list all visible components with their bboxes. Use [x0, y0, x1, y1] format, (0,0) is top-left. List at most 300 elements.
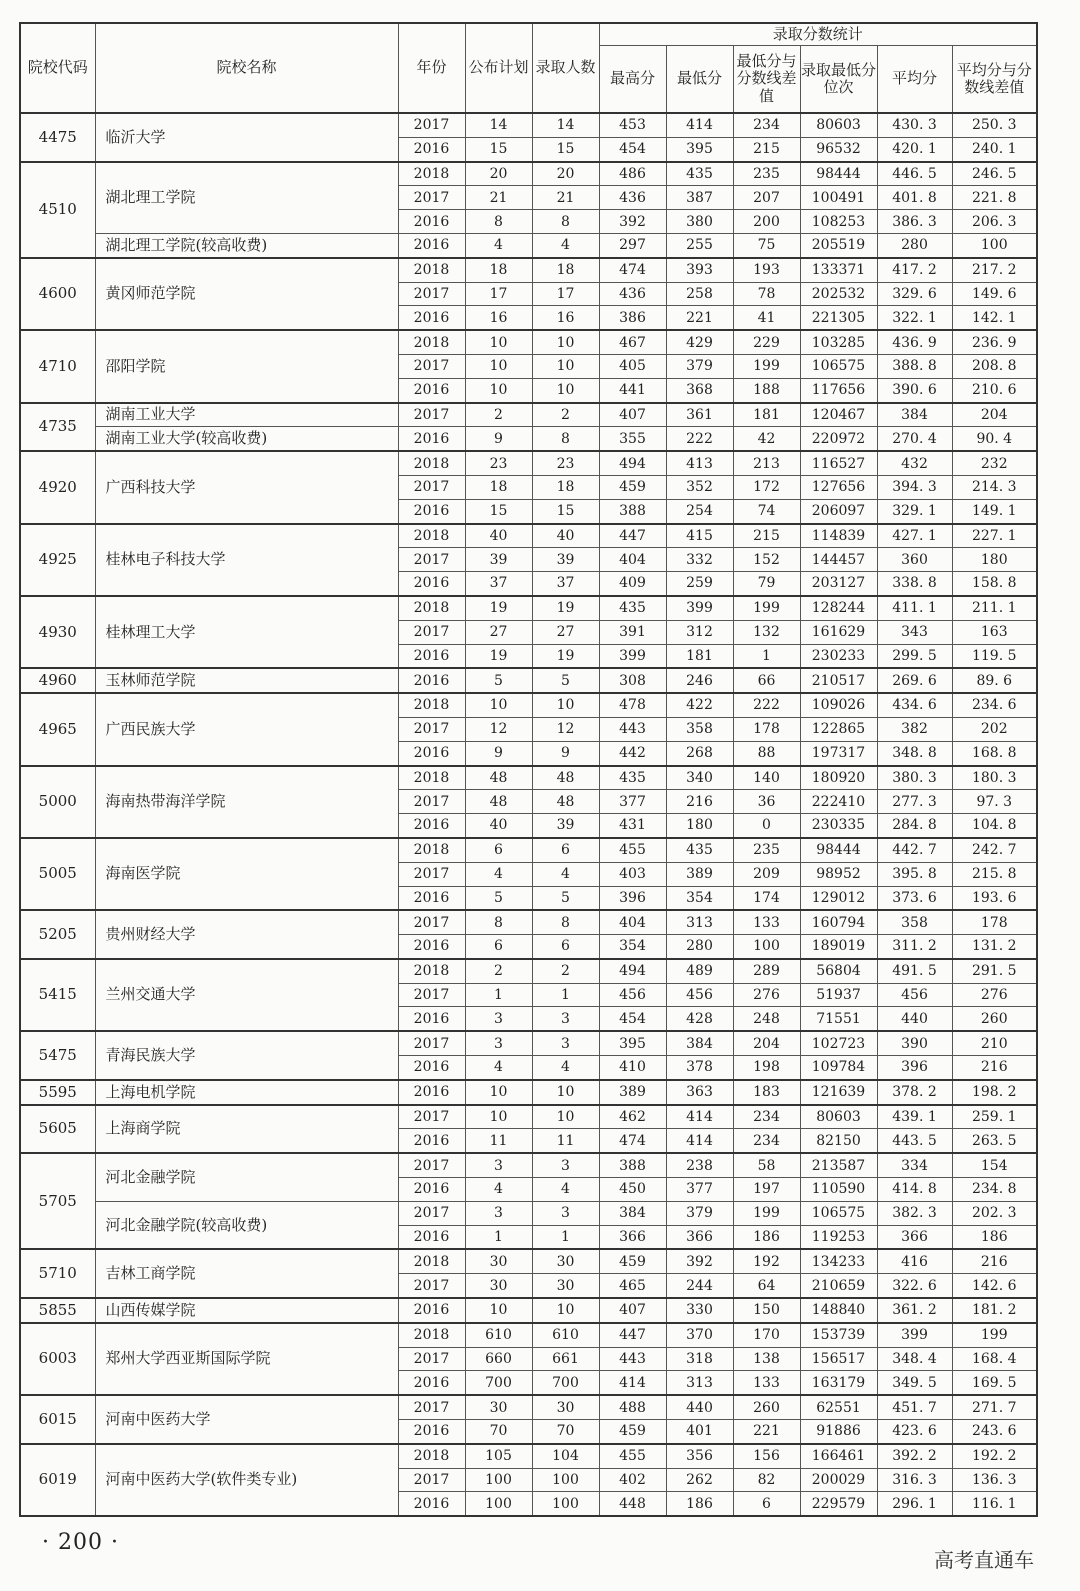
cell-admitted: 3 — [532, 1201, 599, 1225]
cell-avg: 416 — [877, 1249, 952, 1273]
cell-admitted: 27 — [532, 620, 599, 644]
cell-year: 2018 — [398, 766, 465, 790]
cell-avg: 366 — [877, 1225, 952, 1249]
table-row — [20, 1298, 1037, 1323]
cell-rank: 56804 — [800, 959, 877, 983]
cell-admitted: 10 — [532, 1105, 599, 1129]
cell-min-diff: 289 — [733, 959, 800, 983]
cell-year: 2016 — [398, 1420, 465, 1444]
cell-plan: 10 — [465, 354, 532, 378]
cell-min: 387 — [666, 186, 733, 210]
admission-score-table — [19, 22, 1038, 1517]
cell-max: 297 — [599, 233, 666, 257]
school-code: 5595 — [20, 1080, 95, 1105]
cell-avg-diff: 202 — [952, 717, 1037, 741]
table-row — [20, 1031, 1037, 1055]
cell-rank: 222410 — [800, 790, 877, 814]
cell-avg-diff: 221. 8 — [952, 186, 1037, 210]
cell-year: 2017 — [398, 862, 465, 886]
cell-admitted: 6 — [532, 935, 599, 959]
cell-year: 2017 — [398, 186, 465, 210]
cell-max: 377 — [599, 790, 666, 814]
cell-avg-diff: 240. 1 — [952, 137, 1037, 161]
cell-plan: 17 — [465, 282, 532, 306]
cell-admitted: 5 — [532, 668, 599, 693]
cell-max: 410 — [599, 1056, 666, 1080]
cell-avg: 399 — [877, 1323, 952, 1347]
cell-avg: 361. 2 — [877, 1298, 952, 1323]
cell-year: 2017 — [398, 1274, 465, 1298]
cell-rank: 82150 — [800, 1129, 877, 1153]
cell-avg: 311. 2 — [877, 935, 952, 959]
school-name: 桂林理工大学 — [95, 596, 398, 668]
cell-max: 456 — [599, 983, 666, 1007]
cell-min-diff: 152 — [733, 548, 800, 572]
cell-avg: 334 — [877, 1153, 952, 1177]
cell-min: 216 — [666, 790, 733, 814]
cell-min: 262 — [666, 1468, 733, 1492]
cell-avg: 390. 6 — [877, 378, 952, 402]
cell-avg-diff: 192. 2 — [952, 1444, 1037, 1468]
header-name: 院校名称 — [95, 23, 398, 113]
cell-avg: 270. 4 — [877, 427, 952, 451]
cell-max: 462 — [599, 1105, 666, 1129]
cell-avg-diff: 198. 2 — [952, 1080, 1037, 1105]
cell-rank: 213587 — [800, 1153, 877, 1177]
cell-min: 414 — [666, 113, 733, 137]
cell-min: 393 — [666, 258, 733, 282]
cell-rank: 180920 — [800, 766, 877, 790]
cell-rank: 51937 — [800, 983, 877, 1007]
cell-rank: 230233 — [800, 644, 877, 668]
table-row — [20, 1249, 1037, 1273]
cell-max: 386 — [599, 306, 666, 330]
cell-avg: 349. 5 — [877, 1371, 952, 1395]
cell-plan: 5 — [465, 668, 532, 693]
cell-max: 455 — [599, 1444, 666, 1468]
cell-min: 414 — [666, 1105, 733, 1129]
cell-admitted: 48 — [532, 766, 599, 790]
cell-admitted: 661 — [532, 1347, 599, 1371]
cell-admitted: 3 — [532, 1007, 599, 1031]
cell-admitted: 1 — [532, 1225, 599, 1249]
cell-min-diff: 66 — [733, 668, 800, 693]
cell-year: 2016 — [398, 644, 465, 668]
cell-plan: 40 — [465, 814, 532, 838]
table-row — [20, 330, 1037, 354]
cell-plan: 10 — [465, 1105, 532, 1129]
cell-max: 399 — [599, 644, 666, 668]
cell-year: 2016 — [398, 499, 465, 523]
cell-plan: 660 — [465, 1347, 532, 1371]
school-code: 4965 — [20, 693, 95, 765]
cell-admitted: 20 — [532, 162, 599, 186]
cell-admitted: 30 — [532, 1249, 599, 1273]
cell-min-diff: 188 — [733, 378, 800, 402]
cell-rank: 210659 — [800, 1274, 877, 1298]
cell-min-diff: 82 — [733, 1468, 800, 1492]
cell-plan: 3 — [465, 1201, 532, 1225]
cell-admitted: 10 — [532, 378, 599, 402]
cell-avg-diff: 204 — [952, 403, 1037, 427]
school-name: 河北金融学院 — [95, 1153, 398, 1201]
cell-avg: 329. 6 — [877, 282, 952, 306]
cell-rank: 163179 — [800, 1371, 877, 1395]
table-row — [20, 910, 1037, 934]
school-code: 6019 — [20, 1444, 95, 1516]
cell-avg: 373. 6 — [877, 886, 952, 910]
cell-avg-diff: 236. 9 — [952, 330, 1037, 354]
cell-year: 2016 — [398, 572, 465, 596]
cell-avg-diff: 100 — [952, 233, 1037, 257]
cell-admitted: 16 — [532, 306, 599, 330]
cell-admitted: 4 — [532, 1056, 599, 1080]
cell-max: 443 — [599, 717, 666, 741]
cell-max: 409 — [599, 572, 666, 596]
cell-avg: 491. 5 — [877, 959, 952, 983]
cell-admitted: 4 — [532, 862, 599, 886]
school-code: 4710 — [20, 330, 95, 402]
cell-max: 407 — [599, 1298, 666, 1323]
cell-avg-diff: 119. 5 — [952, 644, 1037, 668]
cell-min: 368 — [666, 378, 733, 402]
cell-avg: 382. 3 — [877, 1201, 952, 1225]
cell-plan: 6 — [465, 838, 532, 862]
cell-year: 2016 — [398, 233, 465, 257]
cell-min-diff: 132 — [733, 620, 800, 644]
cell-max: 355 — [599, 427, 666, 451]
cell-rank: 122865 — [800, 717, 877, 741]
table-row — [20, 258, 1037, 282]
cell-max: 384 — [599, 1201, 666, 1225]
cell-avg-diff: 149. 6 — [952, 282, 1037, 306]
cell-admitted: 4 — [532, 1178, 599, 1202]
cell-avg-diff: 169. 5 — [952, 1371, 1037, 1395]
school-name: 湖南工业大学 — [95, 403, 398, 427]
table-row — [20, 113, 1037, 137]
cell-max: 435 — [599, 766, 666, 790]
cell-max: 459 — [599, 1249, 666, 1273]
school-name: 河北金融学院(较高收费) — [95, 1201, 398, 1249]
cell-max: 453 — [599, 113, 666, 137]
cell-max: 436 — [599, 186, 666, 210]
header-year: 年份 — [398, 23, 465, 113]
cell-admitted: 3 — [532, 1031, 599, 1055]
cell-plan: 39 — [465, 548, 532, 572]
cell-year: 2017 — [398, 354, 465, 378]
cell-min-diff: 221 — [733, 1420, 800, 1444]
school-code: 5605 — [20, 1105, 95, 1154]
cell-admitted: 48 — [532, 790, 599, 814]
cell-min: 186 — [666, 1492, 733, 1516]
cell-rank: 117656 — [800, 378, 877, 402]
cell-min: 389 — [666, 862, 733, 886]
school-name: 广西科技大学 — [95, 451, 398, 523]
table-row — [20, 162, 1037, 186]
cell-min-diff: 229 — [733, 330, 800, 354]
cell-max: 459 — [599, 1420, 666, 1444]
cell-min-diff: 42 — [733, 427, 800, 451]
cell-avg: 396 — [877, 1056, 952, 1080]
table-row — [20, 1444, 1037, 1468]
table-row — [20, 1080, 1037, 1105]
cell-plan: 3 — [465, 1007, 532, 1031]
cell-year: 2016 — [398, 1298, 465, 1323]
cell-admitted: 5 — [532, 886, 599, 910]
cell-year: 2018 — [398, 1323, 465, 1347]
cell-avg: 329. 1 — [877, 499, 952, 523]
cell-min-diff: 215 — [733, 137, 800, 161]
cell-plan: 18 — [465, 475, 532, 499]
cell-min-diff: 234 — [733, 1105, 800, 1129]
cell-min: 312 — [666, 620, 733, 644]
cell-max: 366 — [599, 1225, 666, 1249]
cell-avg: 378. 2 — [877, 1080, 952, 1105]
cell-max: 308 — [599, 668, 666, 693]
cell-avg: 269. 6 — [877, 668, 952, 693]
cell-rank: 129012 — [800, 886, 877, 910]
cell-avg: 395. 8 — [877, 862, 952, 886]
cell-avg: 322. 1 — [877, 306, 952, 330]
cell-min: 399 — [666, 596, 733, 620]
cell-min: 222 — [666, 427, 733, 451]
school-code: 4475 — [20, 113, 95, 162]
cell-min-diff: 172 — [733, 475, 800, 499]
cell-plan: 3 — [465, 1153, 532, 1177]
cell-min-diff: 192 — [733, 1249, 800, 1273]
cell-admitted: 8 — [532, 427, 599, 451]
cell-max: 459 — [599, 475, 666, 499]
cell-min: 255 — [666, 233, 733, 257]
school-name: 黄冈师范学院 — [95, 258, 398, 330]
cell-year: 2018 — [398, 162, 465, 186]
cell-avg-diff: 168. 4 — [952, 1347, 1037, 1371]
cell-min-diff: 183 — [733, 1080, 800, 1105]
cell-min-diff: 79 — [733, 572, 800, 596]
cell-year: 2016 — [398, 1371, 465, 1395]
school-name: 山西传媒学院 — [95, 1298, 398, 1323]
cell-plan: 10 — [465, 1080, 532, 1105]
cell-min-diff: 199 — [733, 354, 800, 378]
cell-avg-diff: 186 — [952, 1225, 1037, 1249]
cell-max: 354 — [599, 935, 666, 959]
cell-min: 254 — [666, 499, 733, 523]
cell-max: 396 — [599, 886, 666, 910]
school-code: 5705 — [20, 1153, 95, 1249]
cell-max: 392 — [599, 210, 666, 234]
school-code: 5415 — [20, 959, 95, 1031]
cell-max: 431 — [599, 814, 666, 838]
cell-avg: 296. 1 — [877, 1492, 952, 1516]
cell-min-diff: 234 — [733, 113, 800, 137]
cell-plan: 10 — [465, 1298, 532, 1323]
cell-admitted: 700 — [532, 1371, 599, 1395]
cell-min: 440 — [666, 1395, 733, 1419]
watermark: 高考直通车 — [934, 1548, 1034, 1572]
cell-rank: 153739 — [800, 1323, 877, 1347]
table-row — [20, 1395, 1037, 1419]
cell-min-diff: 133 — [733, 1371, 800, 1395]
school-name: 青海民族大学 — [95, 1031, 398, 1080]
table-row — [20, 403, 1037, 427]
table-row — [20, 668, 1037, 693]
cell-admitted: 10 — [532, 1298, 599, 1323]
header-min-rank: 录取最低分位次 — [800, 46, 877, 114]
cell-rank: 71551 — [800, 1007, 877, 1031]
cell-min: 280 — [666, 935, 733, 959]
cell-min-diff: 276 — [733, 983, 800, 1007]
cell-max: 391 — [599, 620, 666, 644]
cell-avg: 299. 5 — [877, 644, 952, 668]
cell-min: 244 — [666, 1274, 733, 1298]
cell-admitted: 610 — [532, 1323, 599, 1347]
cell-rank: 166461 — [800, 1444, 877, 1468]
cell-max: 486 — [599, 162, 666, 186]
cell-plan: 100 — [465, 1492, 532, 1516]
cell-avg-diff: 246. 5 — [952, 162, 1037, 186]
header-min: 最低分 — [666, 46, 733, 114]
cell-rank: 80603 — [800, 113, 877, 137]
cell-min: 332 — [666, 548, 733, 572]
school-name: 广西民族大学 — [95, 693, 398, 765]
cell-rank: 121639 — [800, 1080, 877, 1105]
cell-year: 2017 — [398, 910, 465, 934]
cell-min: 384 — [666, 1031, 733, 1055]
table-row — [20, 524, 1037, 548]
cell-plan: 21 — [465, 186, 532, 210]
cell-avg: 401. 8 — [877, 186, 952, 210]
cell-min-diff: 248 — [733, 1007, 800, 1031]
school-code: 5000 — [20, 766, 95, 838]
header-score-stats: 录取分数统计 — [599, 23, 1037, 46]
cell-rank: 161629 — [800, 620, 877, 644]
table-row — [20, 233, 1037, 257]
cell-admitted: 30 — [532, 1274, 599, 1298]
cell-rank: 203127 — [800, 572, 877, 596]
cell-min: 313 — [666, 1371, 733, 1395]
table-row — [20, 1153, 1037, 1177]
cell-min: 354 — [666, 886, 733, 910]
cell-avg: 348. 4 — [877, 1347, 952, 1371]
cell-plan: 9 — [465, 741, 532, 765]
cell-avg: 380. 3 — [877, 766, 952, 790]
cell-min: 356 — [666, 1444, 733, 1468]
table-row — [20, 838, 1037, 862]
cell-admitted: 23 — [532, 451, 599, 475]
school-name: 桂林电子科技大学 — [95, 524, 398, 596]
cell-avg: 382 — [877, 717, 952, 741]
school-name: 吉林工商学院 — [95, 1249, 398, 1298]
cell-admitted: 4 — [532, 233, 599, 257]
cell-min: 428 — [666, 1007, 733, 1031]
header-admitted: 录取人数 — [532, 23, 599, 113]
cell-year: 2018 — [398, 330, 465, 354]
cell-min-diff: 199 — [733, 596, 800, 620]
school-name: 上海电机学院 — [95, 1080, 398, 1105]
cell-min: 366 — [666, 1225, 733, 1249]
cell-avg: 386. 3 — [877, 210, 952, 234]
cell-admitted: 8 — [532, 910, 599, 934]
cell-min-diff: 138 — [733, 1347, 800, 1371]
cell-avg-diff: 178 — [952, 910, 1037, 934]
table-row — [20, 427, 1037, 451]
cell-plan: 10 — [465, 378, 532, 402]
school-code: 6015 — [20, 1395, 95, 1444]
cell-avg-diff: 142. 6 — [952, 1274, 1037, 1298]
cell-rank: 197317 — [800, 741, 877, 765]
cell-min-diff: 78 — [733, 282, 800, 306]
cell-min-diff: 100 — [733, 935, 800, 959]
cell-min: 258 — [666, 282, 733, 306]
cell-year: 2017 — [398, 403, 465, 427]
cell-max: 478 — [599, 693, 666, 717]
school-code: 5005 — [20, 838, 95, 910]
cell-year: 2018 — [398, 1249, 465, 1273]
school-name: 河南中医药大学 — [95, 1395, 398, 1444]
cell-rank: 96532 — [800, 137, 877, 161]
cell-max: 395 — [599, 1031, 666, 1055]
cell-rank: 106575 — [800, 1201, 877, 1225]
cell-year: 2017 — [398, 790, 465, 814]
cell-year: 2018 — [398, 258, 465, 282]
cell-admitted: 19 — [532, 644, 599, 668]
cell-admitted: 10 — [532, 354, 599, 378]
cell-min: 313 — [666, 910, 733, 934]
cell-min: 435 — [666, 838, 733, 862]
cell-plan: 4 — [465, 862, 532, 886]
page-number: · 200 · — [42, 1530, 119, 1555]
cell-max: 467 — [599, 330, 666, 354]
cell-rank: 210517 — [800, 668, 877, 693]
cell-year: 2018 — [398, 524, 465, 548]
cell-min: 435 — [666, 162, 733, 186]
cell-avg-diff: 214. 3 — [952, 475, 1037, 499]
cell-plan: 15 — [465, 499, 532, 523]
cell-admitted: 10 — [532, 693, 599, 717]
cell-min: 415 — [666, 524, 733, 548]
cell-avg-diff: 154 — [952, 1153, 1037, 1177]
cell-min-diff: 234 — [733, 1129, 800, 1153]
cell-admitted: 104 — [532, 1444, 599, 1468]
school-name: 湖南工业大学(较高收费) — [95, 427, 398, 451]
cell-rank: 144457 — [800, 548, 877, 572]
cell-year: 2016 — [398, 1225, 465, 1249]
cell-avg-diff: 216 — [952, 1249, 1037, 1273]
cell-plan: 19 — [465, 596, 532, 620]
cell-plan: 23 — [465, 451, 532, 475]
cell-plan: 2 — [465, 959, 532, 983]
cell-min: 318 — [666, 1347, 733, 1371]
cell-admitted: 1 — [532, 983, 599, 1007]
cell-admitted: 18 — [532, 475, 599, 499]
cell-admitted: 9 — [532, 741, 599, 765]
cell-min-diff: 150 — [733, 1298, 800, 1323]
cell-year: 2017 — [398, 1105, 465, 1129]
cell-admitted: 15 — [532, 499, 599, 523]
cell-admitted: 10 — [532, 330, 599, 354]
cell-avg: 442. 7 — [877, 838, 952, 862]
cell-avg: 338. 8 — [877, 572, 952, 596]
cell-admitted: 21 — [532, 186, 599, 210]
cell-min-diff: 193 — [733, 258, 800, 282]
cell-year: 2017 — [398, 717, 465, 741]
cell-avg: 446. 5 — [877, 162, 952, 186]
cell-year: 2017 — [398, 1347, 465, 1371]
cell-avg: 390 — [877, 1031, 952, 1055]
cell-rank: 62551 — [800, 1395, 877, 1419]
cell-max: 450 — [599, 1178, 666, 1202]
cell-rank: 91886 — [800, 1420, 877, 1444]
